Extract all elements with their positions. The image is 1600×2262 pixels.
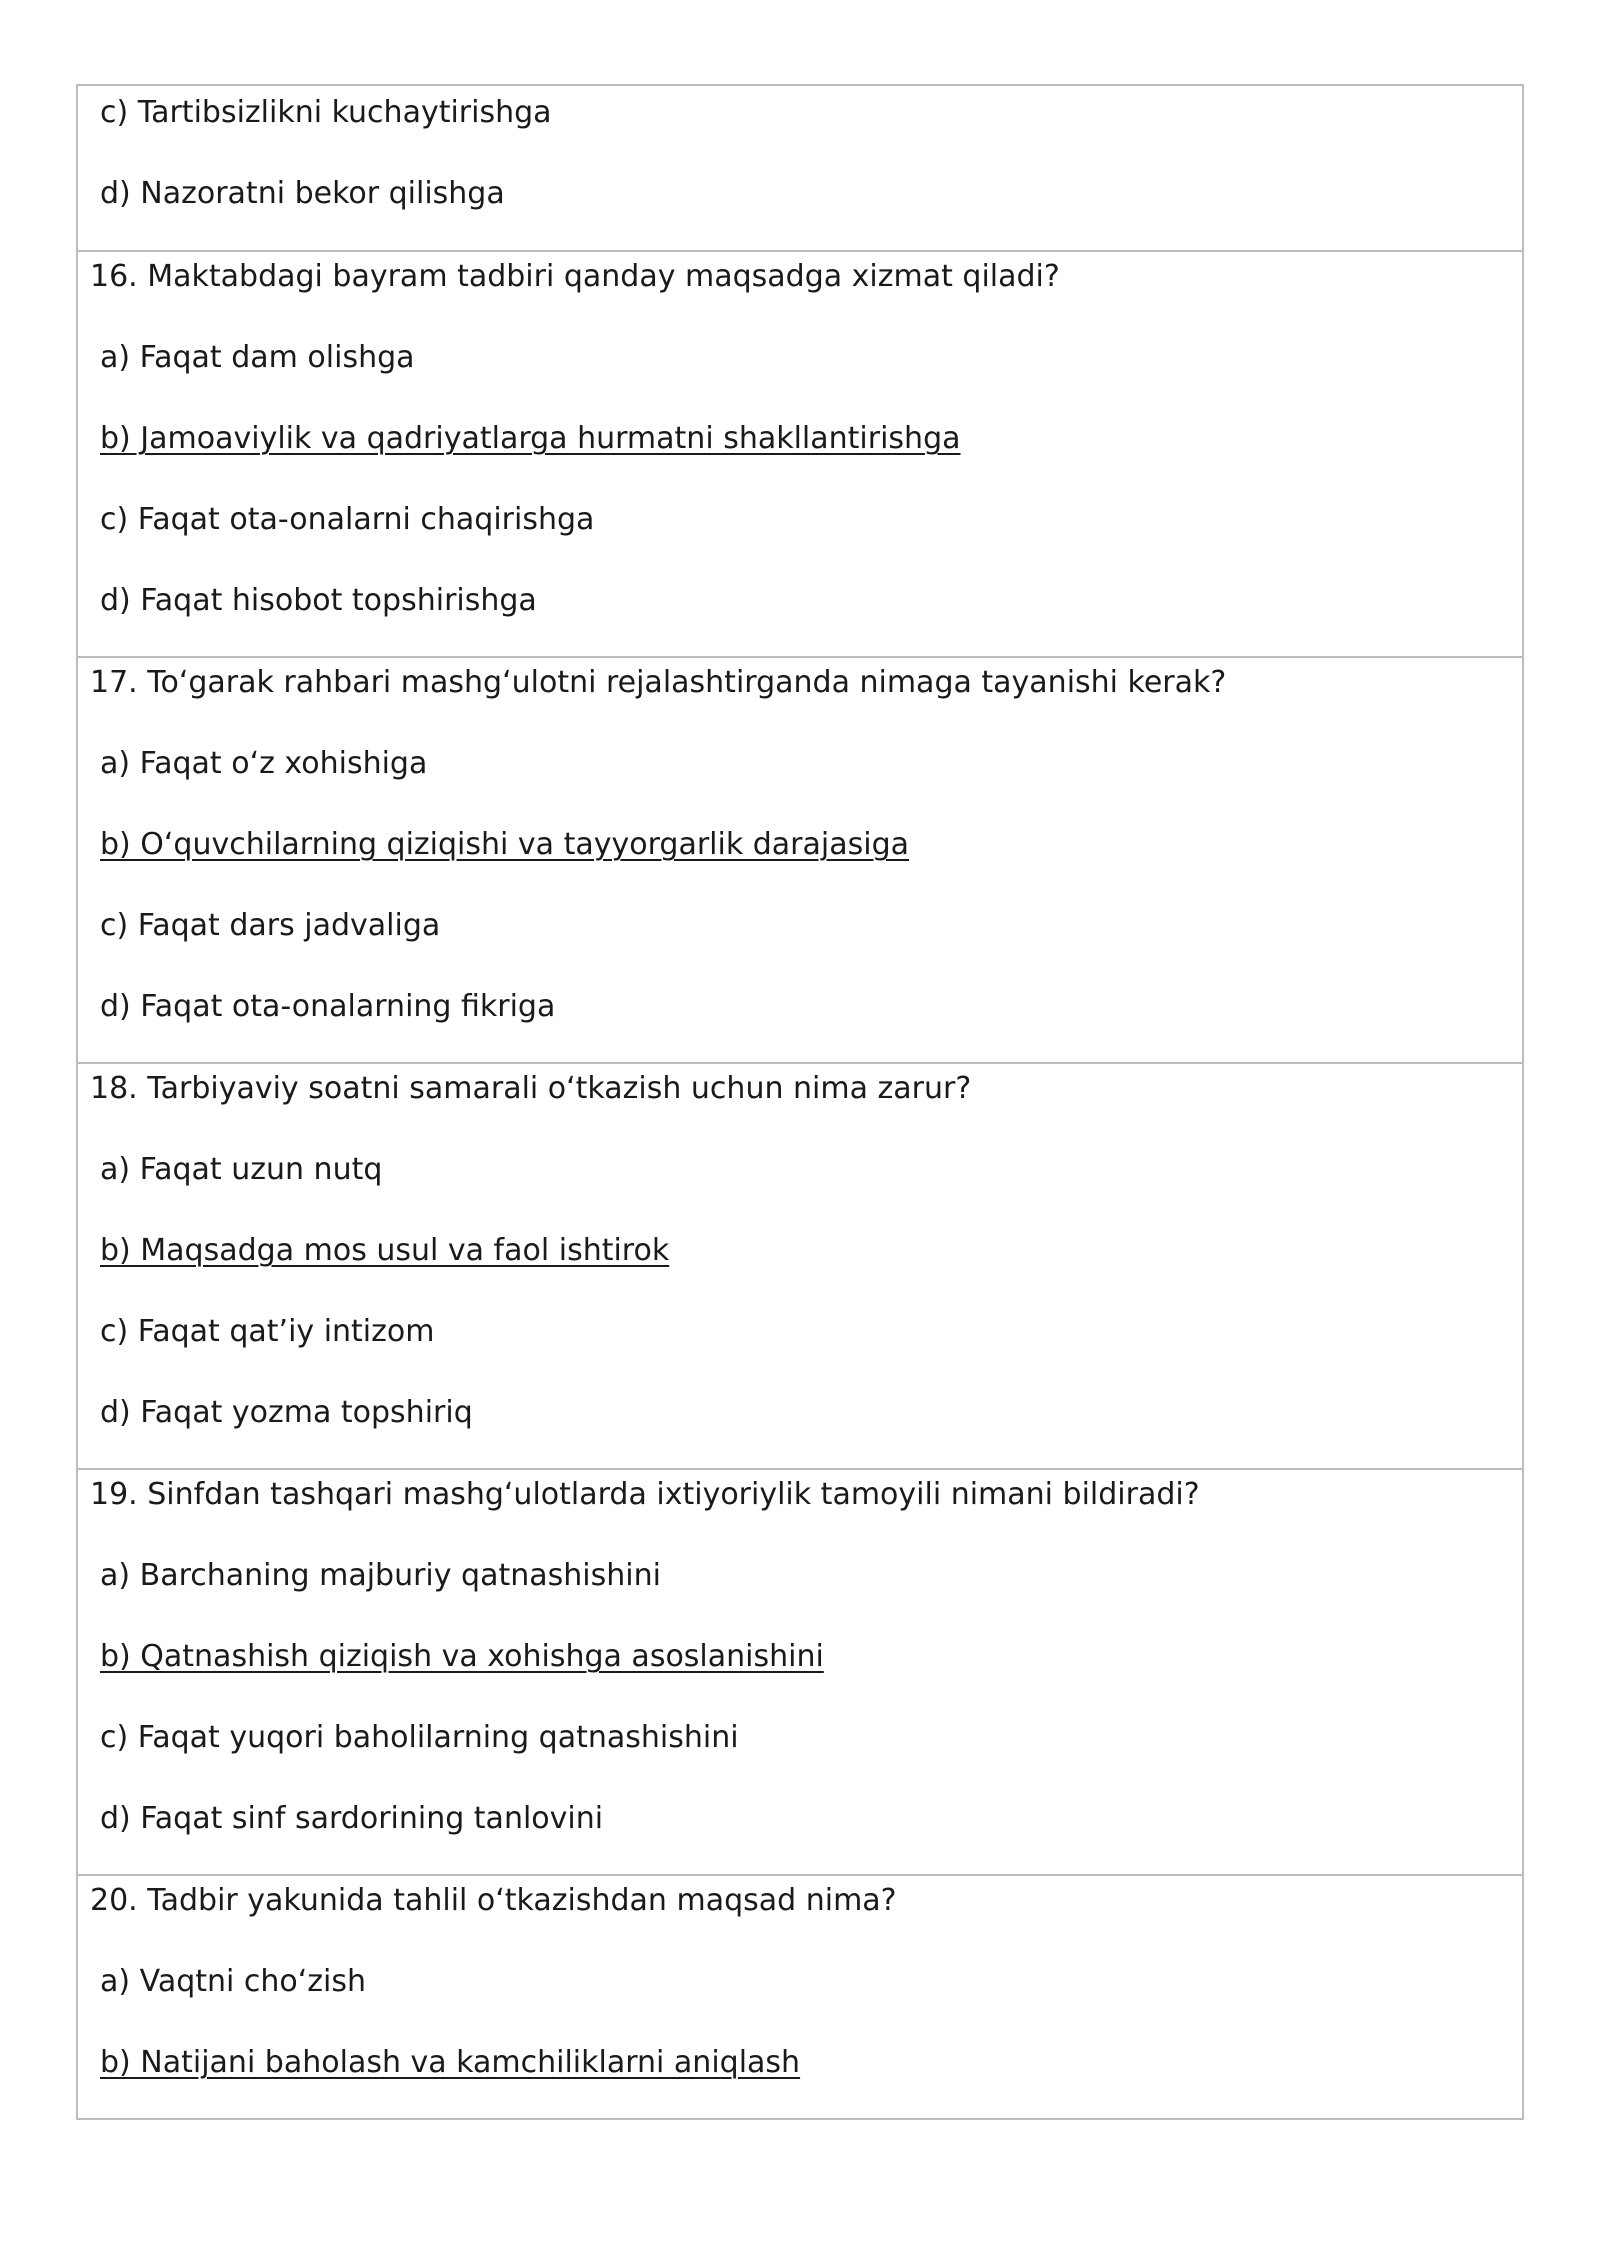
option-b-correct: b) O‘quvchilarning qiziqishi va tayyorgarlik darajasiga — [100, 827, 909, 862]
question-text: 20. Tadbir yakunida tahlil o‘tkazishdan maqsad nima? — [90, 1883, 897, 1918]
question-text: 17. To‘garak rahbari mashg‘ulotni rejalashtirganda nimaga tayanishi kerak? — [90, 665, 1227, 700]
option-c: c) Tartibsizlikni kuchaytirishga — [100, 95, 552, 130]
question-text: 18. Tarbiyaviy soatni samarali o‘tkazish uchun nima zarur? — [90, 1071, 972, 1106]
option-d: d) Nazoratni bekor qilishga — [100, 176, 505, 211]
option-c: c) Faqat qat’iy intizom — [100, 1314, 435, 1349]
option-b-correct: b) Jamoaviylik va qadriyatlarga hurmatni shakllantirishga — [100, 421, 961, 456]
option-c: c) Faqat yuqori baholilarning qatnashishini — [100, 1720, 739, 1755]
option-d: d) Faqat yozma topshiriq — [100, 1395, 473, 1430]
question-cell-16 — [78, 250, 1522, 656]
option-c: c) Faqat ota-onalarni chaqirishga — [100, 502, 595, 537]
option-b-correct: b) Qatnashish qiziqish va xohishga asoslanishini — [100, 1639, 824, 1674]
question-cell-18 — [78, 1062, 1522, 1468]
option-d: d) Faqat hisobot topshirishga — [100, 583, 537, 618]
question-cell-17 — [78, 656, 1522, 1062]
question-text: 19. Sinfdan tashqari mashg‘ulotlarda ixtiyoriylik tamoyili nimani bildiradi? — [90, 1477, 1200, 1512]
option-c: c) Faqat dars jadvaliga — [100, 908, 441, 943]
option-a: a) Vaqtni cho‘zish — [100, 1964, 367, 1999]
option-d: d) Faqat ota-onalarning fikriga — [100, 989, 556, 1024]
option-d: d) Faqat sinf sardorining tanlovini — [100, 1801, 604, 1836]
option-a: a) Barchaning majburiy qatnashishini — [100, 1558, 661, 1593]
option-a: a) Faqat o‘z xohishiga — [100, 746, 428, 781]
question-cell-19 — [78, 1468, 1522, 1874]
question-cell-15-continued — [78, 86, 1522, 250]
option-a: a) Faqat uzun nutq — [100, 1152, 383, 1187]
option-b-correct: b) Natijani baholash va kamchiliklarni aniqlash — [100, 2045, 801, 2080]
option-a: a) Faqat dam olishga — [100, 340, 415, 375]
quiz-table — [76, 84, 1524, 2120]
question-cell-20 — [78, 1874, 1522, 2118]
question-text: 16. Maktabdagi bayram tadbiri qanday maqsadga xizmat qiladi? — [90, 259, 1060, 294]
option-b-correct: b) Maqsadga mos usul va faol ishtirok — [100, 1233, 670, 1268]
